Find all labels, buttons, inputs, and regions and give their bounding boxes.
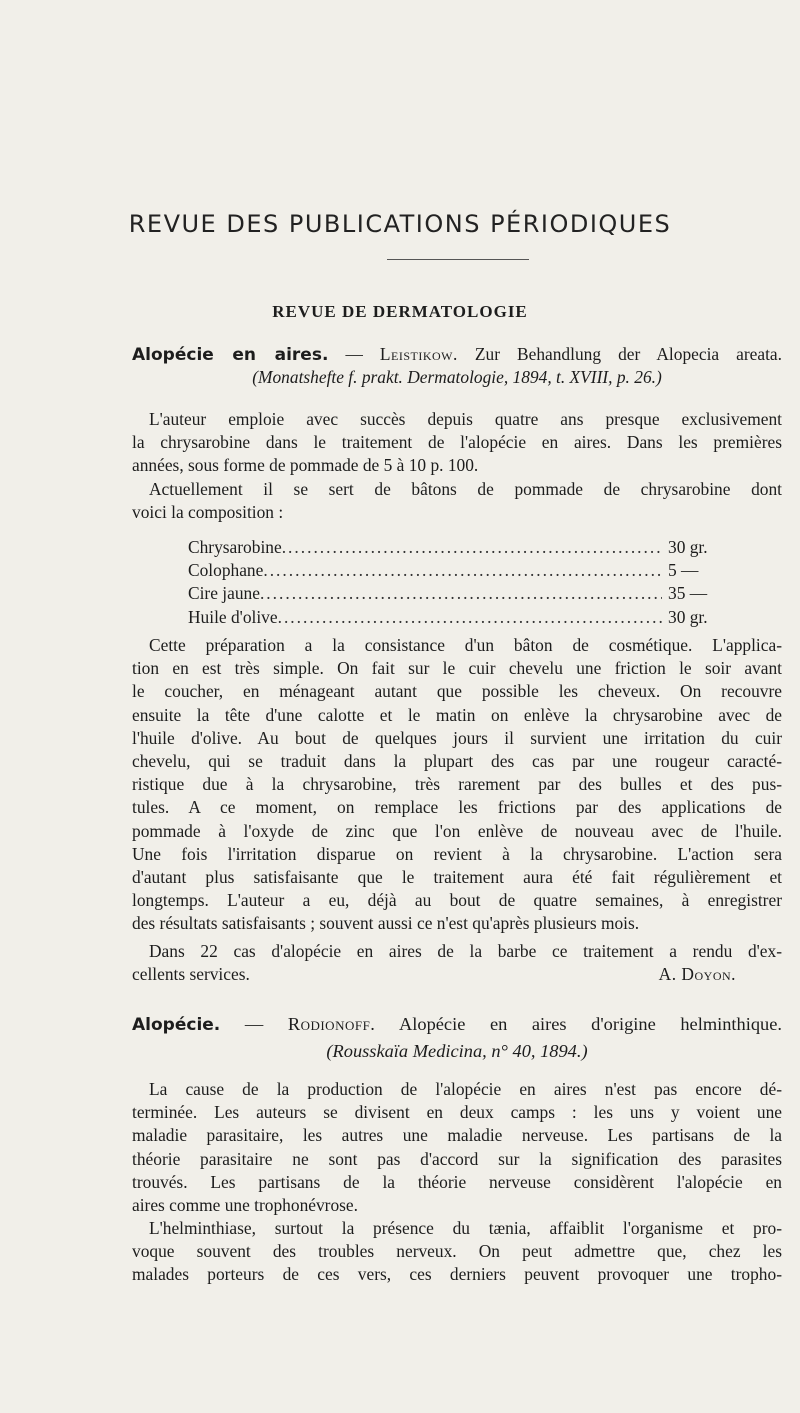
article1-paragraph-1 bbox=[132, 408, 782, 478]
article2-reference-line bbox=[132, 1013, 782, 1036]
text-line: des résultats satisfaisants ; souvent aussi ce n'est qu'après plusieurs mois. bbox=[132, 913, 640, 934]
text-line: maladie parasitaire, les autres une maladie nerveuse. Les partisans de la bbox=[132, 1125, 782, 1146]
text-line: longtemps. L'auteur a eu, déjà au bout de quatre semaines, à enregistrer bbox=[132, 890, 782, 911]
text-line: L'auteur emploie avec succès depuis quatre ans presque exclusivement bbox=[149, 409, 782, 429]
text-line: tules. A ce moment, on remplace les frictions par des applications de bbox=[132, 797, 782, 818]
article2-dash: — bbox=[220, 1014, 288, 1034]
article1-author: Leistikow. bbox=[379, 344, 458, 364]
recipe-quantity: 30 gr. bbox=[668, 537, 708, 557]
text-line: L'helminthiase, surtout la présence du tænia, affaiblit l'organisme et pro- bbox=[149, 1218, 782, 1238]
recipe-quantity: 35 — bbox=[668, 583, 708, 604]
recipe-quantity: 30 gr. bbox=[668, 606, 708, 627]
text-line: chevelu, qui se traduit dans la plupart des cas par une rougeur caracté- bbox=[132, 750, 782, 771]
recipe-list bbox=[188, 536, 736, 629]
article1-paragraph-4 bbox=[132, 940, 782, 986]
article2-ref: Alopécie en aires d'origine helminthique. bbox=[375, 1014, 782, 1034]
recipe-row bbox=[188, 606, 736, 629]
text-line: théorie parasitaire ne sont pas d'accord sur la signification des parasites bbox=[132, 1148, 782, 1169]
text-line: Cette préparation a la consistance d'un bâton de cosmétique. L'applica- bbox=[149, 635, 782, 655]
text-line: trouvés. Les partisans de la théorie nerveuse considèrent l'alopécie en bbox=[132, 1171, 782, 1192]
page-title: REVUE DES PUBLICATIONS PÉRIODIQUES bbox=[128, 210, 672, 238]
article2-author: Rodionoff. bbox=[287, 1014, 376, 1034]
article1-journal: (Monatshefte f. prakt. Dermatologie, 1894, t. XVIII, p. 26.) bbox=[252, 367, 662, 388]
recipe-row bbox=[188, 582, 736, 605]
recipe-ingredient: Cire jaune bbox=[188, 583, 260, 604]
section-heading: REVUE DE DERMATOLOGIE bbox=[272, 302, 528, 321]
recipe-quantity: 5 — bbox=[668, 560, 699, 581]
text-line: l'huile d'olive. Au bout de quelques jours il survient une irritation du cuir bbox=[132, 727, 782, 748]
text-line: Actuellement il se sert de bâtons de pommade de chrysarobine dont bbox=[149, 479, 782, 499]
text-line: terminée. Les auteurs se divisent en deux camps : les uns y voient une bbox=[132, 1102, 782, 1123]
text-line: La cause de la production de l'alopécie en aires n'est pas encore dé- bbox=[149, 1079, 782, 1099]
article2-journal-line bbox=[132, 1040, 782, 1063]
text-line: d'autant plus satisfaisante que le traitement aura été fait régulièrement et bbox=[132, 866, 782, 887]
text-line: la chrysarobine dans le traitement de l'alopécie en aires. Dans les premières bbox=[132, 432, 782, 453]
text-line: ristique due à la chrysarobine, très rarement par des bulles et des pus- bbox=[132, 774, 782, 795]
text-line: malades porteurs de ces vers, ces derniers peuvent provoquer une tropho- bbox=[132, 1264, 782, 1285]
leader-dots bbox=[260, 582, 662, 605]
article2-heading: Alopécie. bbox=[132, 1015, 221, 1035]
recipe-ingredient: Huile d'olive bbox=[188, 606, 278, 627]
article1-paragraph-3 bbox=[132, 634, 782, 935]
article1-reference-line bbox=[132, 343, 782, 366]
article1-signature: A. Doyon. bbox=[658, 964, 736, 985]
article1-heading: Alopécie en aires. bbox=[132, 345, 329, 365]
recipe-ingredient: Colophane bbox=[188, 560, 264, 581]
text-line: Dans 22 cas d'alopécie en aires de la barbe ce traitement a rendu d'ex- bbox=[149, 941, 782, 961]
recipe-row bbox=[188, 559, 736, 582]
article1-paragraph-2 bbox=[132, 478, 782, 524]
article1-dash: — bbox=[328, 344, 380, 364]
text-line: pommade à l'oxyde de zinc que l'on enlève de nouveau avec de l'huile. bbox=[132, 820, 782, 841]
title-divider bbox=[387, 259, 529, 260]
recipe-ingredient: Chrysarobine bbox=[188, 537, 282, 557]
article1-header bbox=[132, 343, 782, 389]
text-line: cellents services. bbox=[132, 964, 250, 985]
article2-journal: (Rousskaïa Medicina, n° 40, 1894.) bbox=[326, 1041, 588, 1062]
recipe-row bbox=[188, 536, 736, 559]
leader-dots bbox=[263, 559, 662, 582]
text-line: le coucher, en ménageant autant que possible les cheveux. On recouvre bbox=[132, 681, 782, 702]
text-line: tion en est très simple. On fait sur le cuir chevelu une friction le soir avant bbox=[132, 658, 782, 679]
text-line: voque souvent des troubles nerveux. On peut admettre que, chez les bbox=[132, 1241, 782, 1262]
text-line: ensuite la tête d'une calotte et le matin on enlève la chrysarobine avec de bbox=[132, 704, 782, 725]
article2-header bbox=[132, 1013, 782, 1063]
text-line: Une fois l'irritation disparue on revient à la chrysarobine. L'action sera bbox=[132, 843, 782, 864]
leader-dots bbox=[282, 536, 662, 559]
leader-dots bbox=[278, 606, 662, 629]
closing-line bbox=[132, 963, 782, 986]
article2-paragraph-2 bbox=[132, 1217, 782, 1287]
text-line: années, sous forme de pommade de 5 à 10 p. 100. bbox=[132, 455, 479, 476]
article2-paragraph-1 bbox=[132, 1078, 782, 1217]
text-line: aires comme une trophonévrose. bbox=[132, 1194, 359, 1215]
text-line: voici la composition : bbox=[132, 502, 284, 523]
article1-ref: Zur Behandlung der Alopecia areata. bbox=[457, 344, 782, 364]
